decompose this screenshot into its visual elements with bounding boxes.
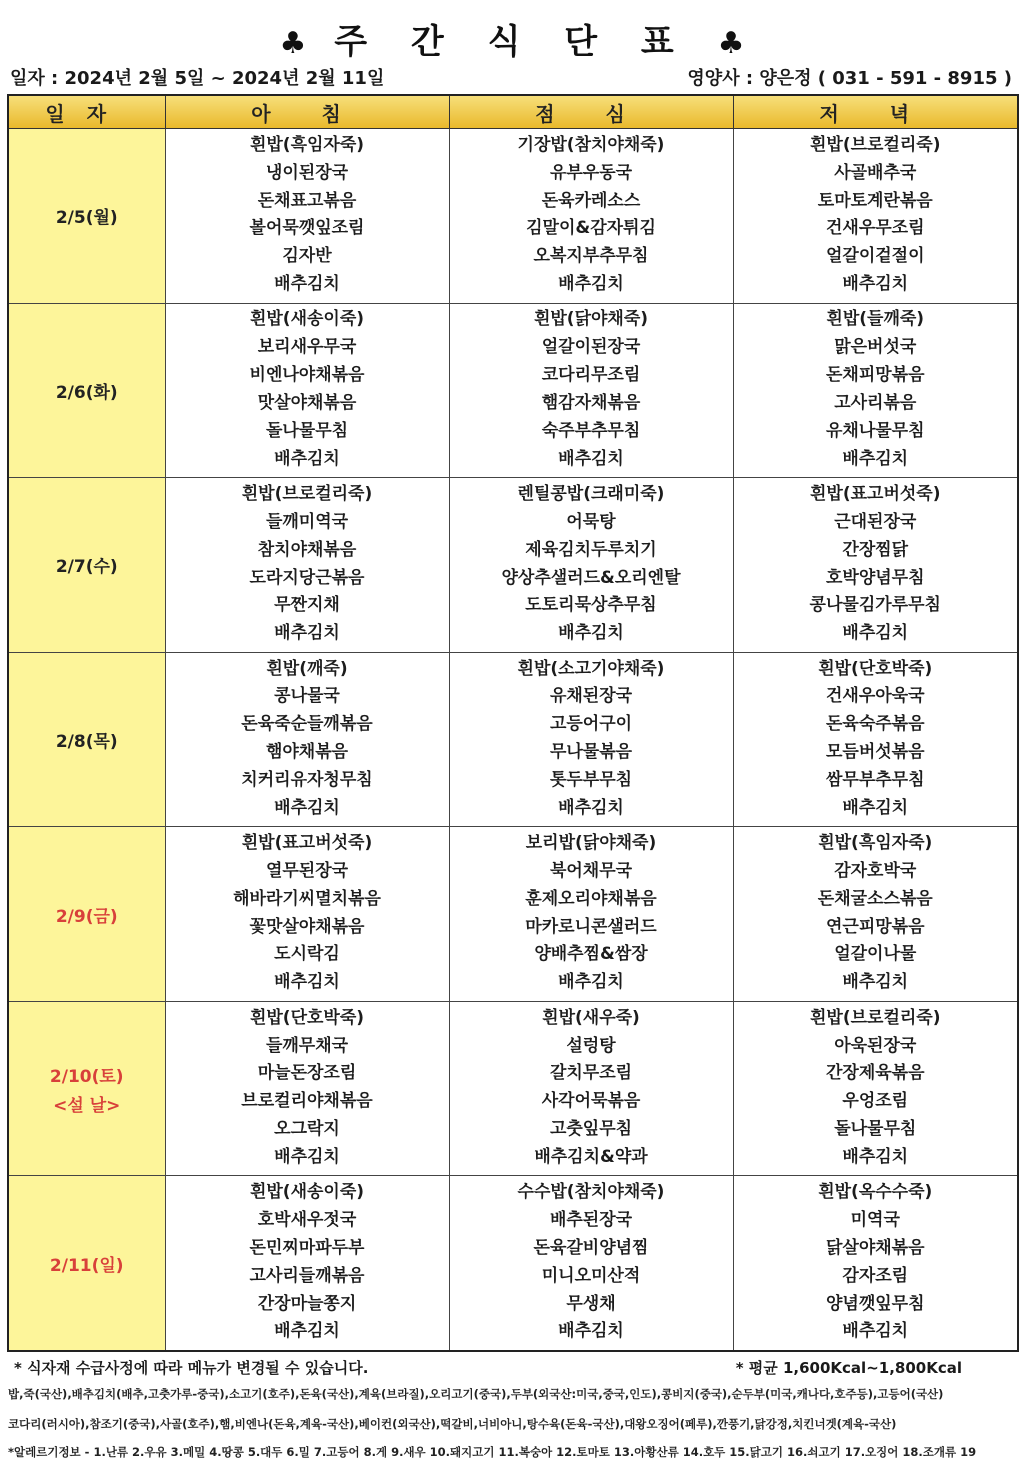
menu-item: 양념깻잎무침 xyxy=(825,1293,925,1314)
menu-item: 코다리무조림 xyxy=(541,365,641,386)
menu-item: 김말이&감자튀김 xyxy=(526,218,656,239)
date-cell xyxy=(8,1176,165,1351)
dinner-cell xyxy=(733,1001,1018,1176)
menu-item: 배추김치 xyxy=(558,1321,624,1342)
menu-item: 도라지당근볶음 xyxy=(249,567,365,588)
breakfast-cell xyxy=(165,129,449,304)
day-row xyxy=(8,129,1018,304)
menu-item: 배추김치 xyxy=(842,797,909,818)
day-row xyxy=(8,1001,1018,1176)
menu-item: 맛살야채볶음 xyxy=(257,392,357,413)
menu-item: 흰밥(브로컬리죽) xyxy=(810,1007,941,1028)
menu-item: 배추김치 xyxy=(274,797,340,818)
day-row xyxy=(8,478,1018,653)
menu-item: 무생채 xyxy=(566,1293,616,1314)
menu-item: 돌나물무침 xyxy=(265,420,349,441)
menu-item: 우엉조림 xyxy=(842,1091,909,1112)
date-label: 2/7(수) xyxy=(55,557,118,578)
menu-item: 배추김치 xyxy=(274,972,340,993)
menu-item: 숙주부추무침 xyxy=(541,420,641,441)
menu-item: 햄야채볶음 xyxy=(265,742,349,763)
menu-item: 얼갈이나물 xyxy=(834,944,917,965)
lunch-cell xyxy=(449,303,733,478)
menu-item: 치커리유자청무침 xyxy=(241,769,373,790)
lunch-cell xyxy=(449,1176,733,1351)
menu-item: 보리밥(닭야채죽) xyxy=(525,833,657,854)
menu-item: 흰밥(새우죽) xyxy=(542,1007,640,1028)
menu-item: 배추김치 xyxy=(274,448,340,469)
menu-item: 돈채굴소스볶음 xyxy=(817,888,933,909)
menu-item: 콩나물국 xyxy=(274,686,340,707)
menu-change-note: * 식자재 수급사정에 따라 메뉴가 변경될 수 있습니다. xyxy=(14,1359,369,1377)
menu-item: 사골배추국 xyxy=(834,162,917,183)
club-suit-icon: ♣ xyxy=(717,26,745,61)
menu-item: 흰밥(표고버섯죽) xyxy=(810,484,941,505)
menu-item: 얼갈이겉절이 xyxy=(825,246,925,267)
menu-item: 닭살야채볶음 xyxy=(825,1237,925,1258)
menu-item: 흰밥(흑임자죽) xyxy=(818,833,933,854)
menu-item: 배추김치 xyxy=(274,1321,340,1342)
menu-item: 모듬버섯볶음 xyxy=(825,742,925,763)
menu-item: 흰밥(표고버섯죽) xyxy=(241,833,373,854)
header-breakfast: 아 침 xyxy=(165,95,449,129)
menu-item: 돈육숙주볶음 xyxy=(825,714,925,735)
menu-item: 흰밥(단호박죽) xyxy=(818,658,933,679)
holiday-label: <설 날> xyxy=(53,1095,121,1116)
header-dinner: 저 녁 xyxy=(733,95,1018,129)
menu-item: 돌나물무침 xyxy=(834,1119,917,1140)
breakfast-cell xyxy=(165,478,449,653)
lunch-cell xyxy=(449,478,733,653)
menu-item: 렌틸콩밥(크래미죽) xyxy=(517,484,665,505)
menu-item: 마카로니콘샐러드 xyxy=(525,916,657,937)
menu-item: 배추김치 xyxy=(842,1321,909,1342)
menu-item: 흰밥(브로컬리죽) xyxy=(241,484,373,505)
menu-item: 사각어묵볶음 xyxy=(541,1091,641,1112)
date-cell xyxy=(8,652,165,827)
menu-item: 오복지부추무침 xyxy=(533,246,649,267)
menu-item: 흰밥(브로컬리죽) xyxy=(810,134,941,155)
calorie-note: * 평균 1,600Kcal~1,800Kcal xyxy=(735,1359,962,1377)
menu-item: 흰밥(옥수수죽) xyxy=(818,1182,933,1203)
allergy-info: *알레르기정보 - 1.난류 2.우유 3.메밀 4.땅콩 5.대두 6.밀 7.고등어 8.게 9.새우 10.돼지고기 11.복숭아 12.토마토 13.아황산류 14.호두 15.닭고기 16.쇠고기 17.오징어 18.조개류 19 xyxy=(8,1445,977,1459)
header-lunch: 점 심 xyxy=(449,95,733,129)
menu-item: 훈제오리야채볶음 xyxy=(525,888,657,909)
weekly-menu-table xyxy=(7,94,1019,1352)
menu-item: 쌈무부추무침 xyxy=(825,769,925,790)
menu-item: 브로컬리야채볶음 xyxy=(241,1091,373,1112)
menu-item: 미니오미산적 xyxy=(541,1265,641,1286)
menu-item: 고춧잎무침 xyxy=(549,1119,633,1140)
menu-item: 배추김치 xyxy=(558,623,624,644)
menu-item: 배추김치 xyxy=(274,623,340,644)
menu-item: 제육김치두루치기 xyxy=(525,539,657,560)
menu-item: 오그락지 xyxy=(274,1119,340,1140)
date-range: 일자 : 2024년 2월 5일 ~ 2024년 2월 11일 xyxy=(10,68,385,89)
origin-info-line-2: 코다리(러시아),참조기(중국),사골(호주),햄,비엔나(돈육,계육-국산),베이컨(외국산),떡갈비,너비아니,탕수육(돈육-국산),대왕오징어(페루),깐풍기,닭강정,치킨너겟(계육-국산) xyxy=(8,1417,897,1431)
menu-item: 간장찜닭 xyxy=(842,539,909,560)
day-row xyxy=(8,652,1018,827)
menu-item: 꽃맛살야채볶음 xyxy=(249,916,365,937)
menu-item: 돈민찌마파두부 xyxy=(249,1237,365,1258)
menu-item: 돈육갈비양념찜 xyxy=(533,1237,649,1258)
dinner-cell xyxy=(733,478,1018,653)
lunch-cell xyxy=(449,129,733,304)
menu-item: 배추김치 xyxy=(842,1146,909,1167)
menu-item: 호박양념무침 xyxy=(825,567,925,588)
menu-item: 흰밥(단호박죽) xyxy=(249,1007,365,1028)
menu-item: 무나물볶음 xyxy=(549,742,633,763)
menu-item: 감자호박국 xyxy=(834,860,917,881)
menu-item: 근대된장국 xyxy=(834,511,917,532)
menu-item: 고사리들깨볶음 xyxy=(249,1265,365,1286)
menu-item: 북어채무국 xyxy=(549,860,633,881)
menu-item: 배추김치 xyxy=(842,274,909,295)
breakfast-cell xyxy=(165,1001,449,1176)
menu-item: 고사리볶음 xyxy=(834,392,917,413)
menu-item: 배추김치 xyxy=(842,448,909,469)
menu-item: 연근피망볶음 xyxy=(825,916,925,937)
menu-item: 얼갈이된장국 xyxy=(541,337,641,358)
date-cell xyxy=(8,478,165,653)
menu-item: 돈채피망볶음 xyxy=(825,365,925,386)
date-cell xyxy=(8,827,165,1002)
menu-item: 콩나물김가루무침 xyxy=(809,595,941,616)
menu-item: 햄감자채볶음 xyxy=(541,392,641,413)
menu-item: 어묵탕 xyxy=(566,511,616,532)
dinner-cell xyxy=(733,1176,1018,1351)
menu-item: 배추김치 xyxy=(558,274,624,295)
menu-item: 흰밥(새송이죽) xyxy=(249,1182,365,1203)
menu-item: 볼어묵깻잎조림 xyxy=(249,218,365,239)
menu-item: 흰밥(소고기야채죽) xyxy=(517,658,665,679)
date-label: 2/5(월) xyxy=(55,208,118,229)
menu-item: 도시락김 xyxy=(274,944,340,965)
date-label: 2/10(토) xyxy=(49,1066,124,1087)
breakfast-cell xyxy=(165,303,449,478)
menu-item: 감자조림 xyxy=(842,1265,909,1286)
day-row xyxy=(8,1176,1018,1351)
menu-item: 돈채표고볶음 xyxy=(257,190,357,211)
menu-item: 무짠지채 xyxy=(274,595,340,616)
menu-item: 참치야채볶음 xyxy=(257,539,357,560)
menu-item: 간장제육볶음 xyxy=(825,1063,925,1084)
menu-item: 양배추찜&쌈장 xyxy=(534,944,648,965)
menu-item: 비엔나야채볶음 xyxy=(249,365,365,386)
menu-item: 들깨미역국 xyxy=(265,511,349,532)
date-label: 2/8(목) xyxy=(55,731,118,752)
breakfast-cell xyxy=(165,827,449,1002)
menu-item: 해바라기씨멸치볶음 xyxy=(233,888,381,909)
lunch-cell xyxy=(449,827,733,1002)
menu-item: 도토리묵상추무침 xyxy=(525,595,657,616)
day-row xyxy=(8,303,1018,478)
menu-item: 배추된장국 xyxy=(549,1210,633,1231)
dinner-cell xyxy=(733,827,1018,1002)
menu-item: 고등어구이 xyxy=(549,714,633,735)
date-cell xyxy=(8,129,165,304)
table-header-row xyxy=(8,95,1018,129)
menu-item: 갈치무조림 xyxy=(549,1063,633,1084)
dinner-cell xyxy=(733,129,1018,304)
dinner-cell xyxy=(733,652,1018,827)
menu-item: 김자반 xyxy=(282,246,332,267)
menu-item: 톳두부무침 xyxy=(549,769,633,790)
club-suit-icon: ♣ xyxy=(279,26,307,61)
menu-item: 배추김치 xyxy=(558,797,624,818)
date-cell xyxy=(8,303,165,478)
menu-item: 들깨무채국 xyxy=(265,1035,349,1056)
nutritionist-info: 영양사 : 양은정 ( 031 - 591 - 8915 ) xyxy=(687,68,1012,89)
date-label: 2/11(일) xyxy=(49,1255,124,1276)
date-label: 2/6(화) xyxy=(55,382,118,403)
menu-item: 유부우동국 xyxy=(549,162,633,183)
menu-item: 양상추샐러드&오리엔탈 xyxy=(501,567,681,588)
header-date: 일자 xyxy=(8,95,165,129)
menu-item: 배추김치 xyxy=(274,274,340,295)
menu-item: 유채된장국 xyxy=(549,686,633,707)
day-row xyxy=(8,827,1018,1002)
menu-item: 배추김치 xyxy=(274,1146,340,1167)
breakfast-cell xyxy=(165,652,449,827)
menu-item: 토마토계란볶음 xyxy=(817,190,933,211)
date-label: 2/9(금) xyxy=(55,906,118,927)
lunch-cell xyxy=(449,1001,733,1176)
menu-item: 마늘돈장조림 xyxy=(257,1063,357,1084)
page-title xyxy=(0,14,1024,63)
menu-item: 맑은버섯국 xyxy=(834,337,917,358)
menu-item: 호박새우젓국 xyxy=(257,1210,357,1231)
menu-item: 흰밥(들깨죽) xyxy=(826,309,925,330)
menu-item: 건새우아욱국 xyxy=(825,686,925,707)
menu-item: 배추김치&약과 xyxy=(534,1146,648,1167)
menu-item: 설렁탕 xyxy=(566,1035,616,1056)
breakfast-cell xyxy=(165,1176,449,1351)
menu-item: 아욱된장국 xyxy=(834,1035,917,1056)
lunch-cell xyxy=(449,652,733,827)
menu-item: 배추김치 xyxy=(558,448,624,469)
date-cell xyxy=(8,1001,165,1176)
origin-info-line-1: 밥,죽(국산),배추김치(배추,고춧가루-중국),소고기(호주),돈육(국산),계육(브라질),오리고기(중국),두부(외국산:미국,중국,인도),콩비지(중국),순두부(미국,캐나다,호주등),고등어(국산) xyxy=(8,1387,944,1401)
menu-item: 유채나물무침 xyxy=(825,420,925,441)
menu-item: 흰밥(새송이죽) xyxy=(249,309,365,330)
menu-item: 흰밥(닭야채죽) xyxy=(533,309,649,330)
menu-item: 배추김치 xyxy=(842,623,909,644)
menu-item: 돈육죽순들깨볶음 xyxy=(241,714,373,735)
menu-item: 건새우무조림 xyxy=(825,218,925,239)
menu-item: 흰밥(깨죽) xyxy=(266,658,348,679)
menu-item: 수수밥(참치야채죽) xyxy=(517,1182,665,1203)
menu-item: 흰밥(흑임자죽) xyxy=(249,134,365,155)
menu-item: 배추김치 xyxy=(558,972,624,993)
menu-item: 열무된장국 xyxy=(265,860,349,881)
menu-item: 돈육카레소스 xyxy=(541,190,641,211)
menu-item: 보리새우무국 xyxy=(257,337,357,358)
menu-item: 냉이된장국 xyxy=(265,162,349,183)
title-text: 주 간 식 단 표 xyxy=(334,22,690,62)
menu-item: 간장마늘쫑지 xyxy=(257,1293,357,1314)
menu-item: 배추김치 xyxy=(842,972,909,993)
dinner-cell xyxy=(733,303,1018,478)
menu-item: 기장밥(참치야채죽) xyxy=(517,134,665,155)
menu-item: 미역국 xyxy=(850,1210,900,1231)
